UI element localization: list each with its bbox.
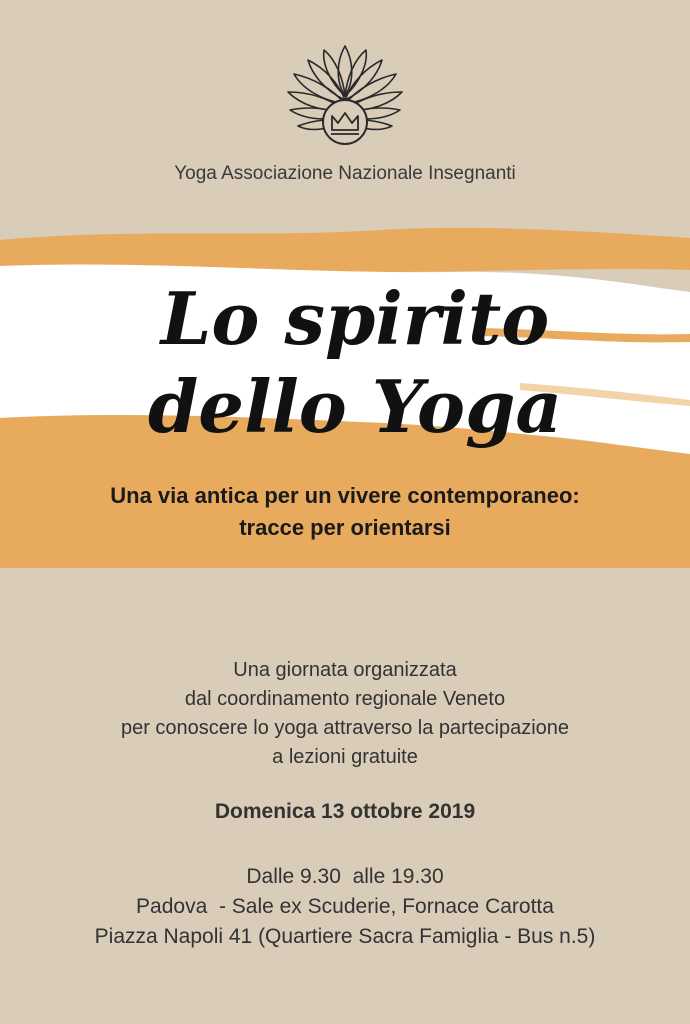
title-line-1: Lo spirito [160, 276, 550, 361]
description [0, 656, 690, 772]
description-line-1: Una giornata organizzata [233, 659, 457, 681]
event-address: Piazza Napoli 41 (Quartiere Sacra Famiglia - Bus n.5) [94, 925, 596, 948]
subtitle-line-1: Una via antica per un vivere contemporaneo: [110, 483, 580, 508]
description-line-4: a lezioni gratuite [272, 746, 418, 768]
event-date: Domenica 13 ottobre 2019 [214, 800, 476, 823]
event-venue: Padova - Sale ex Scuderie, Fornace Carotta [136, 895, 554, 918]
event-details [0, 862, 690, 952]
description-line-3: per conoscere lo yoga attraverso la partecipazione [120, 717, 570, 739]
title-lettering [147, 262, 563, 472]
lotus-crown-icon [270, 38, 420, 150]
event-time: Dalle 9.30 alle 19.30 [246, 865, 444, 888]
organization-name: Yoga Associazione Nazionale Insegnanti [174, 163, 516, 184]
title-line-2: dello Yoga [147, 364, 563, 449]
description-line-2: dal coordinamento regionale Veneto [184, 688, 506, 710]
subtitle [0, 480, 690, 544]
subtitle-line-2: tracce per orientarsi [239, 515, 451, 540]
